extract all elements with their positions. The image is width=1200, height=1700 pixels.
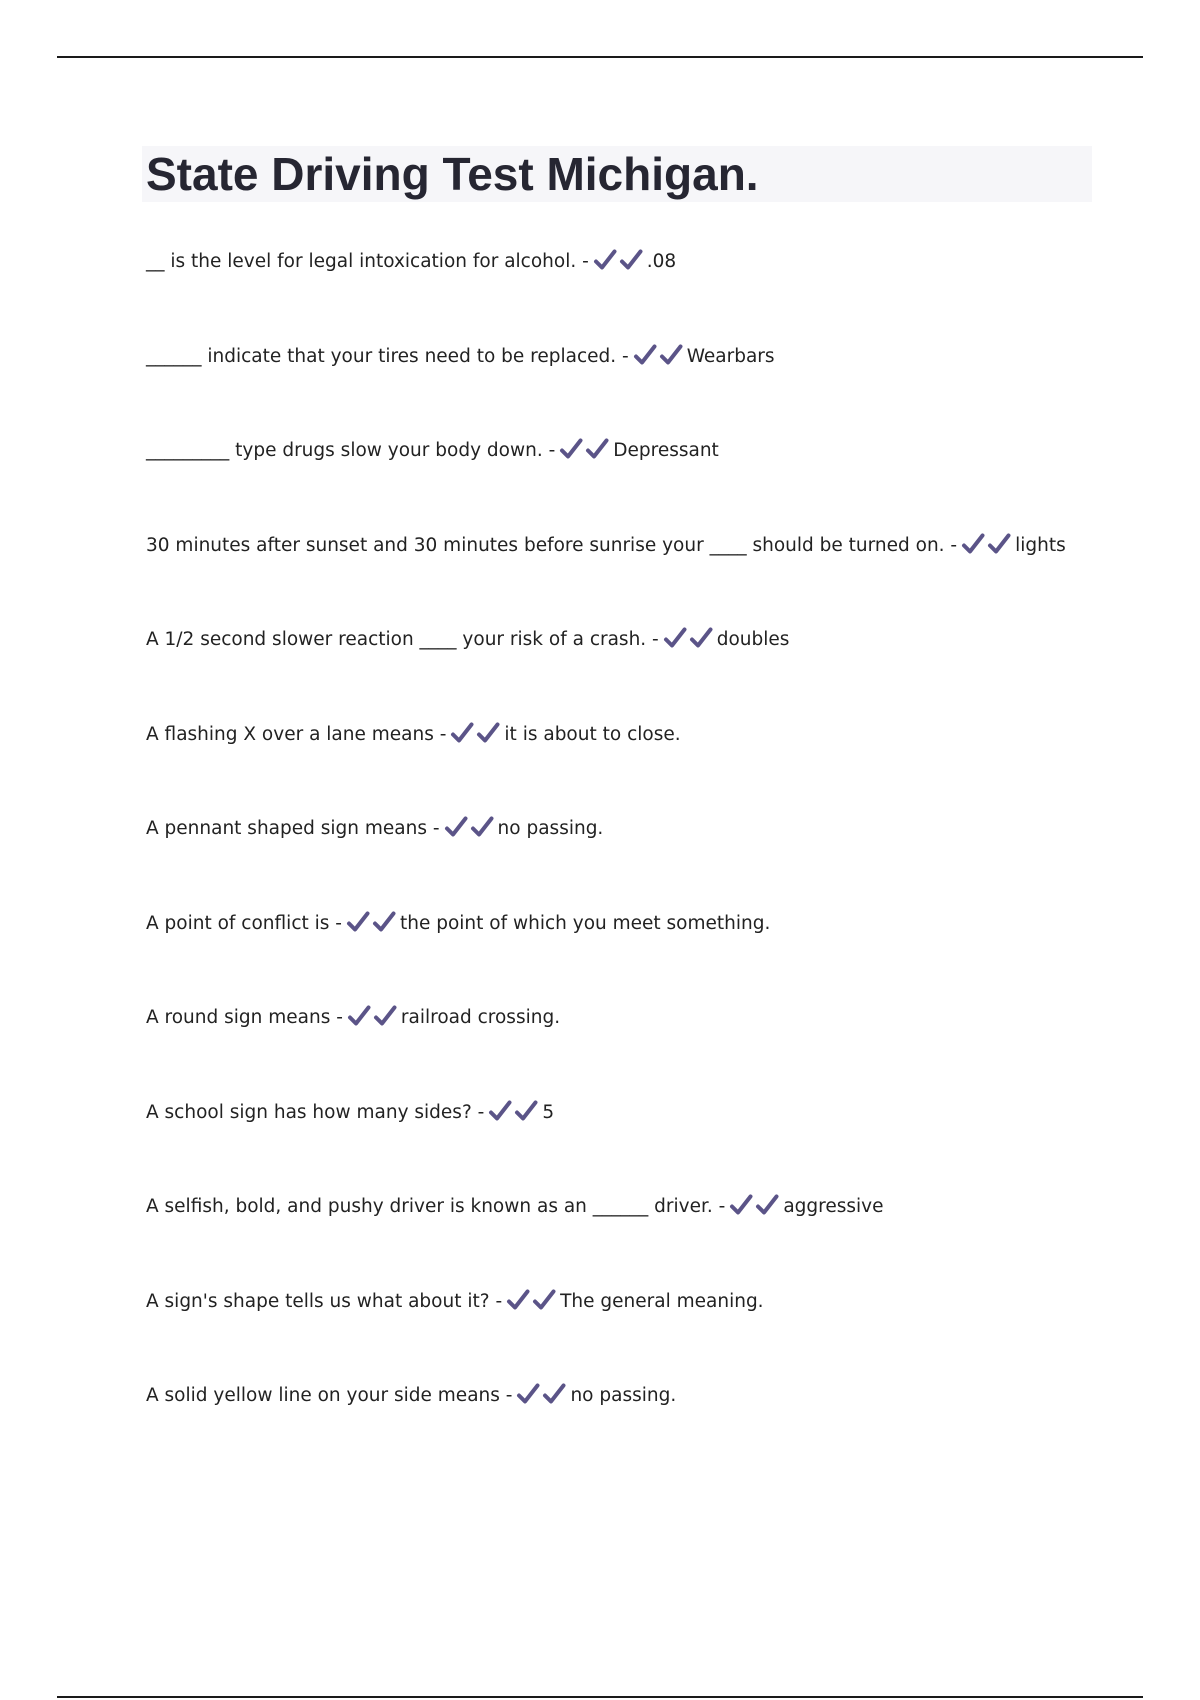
page-title: State Driving Test Michigan. [146, 148, 759, 200]
qa-item [146, 910, 1106, 1005]
answer-marker [558, 435, 610, 463]
question-text: ______ indicate that your tires need to be replaced. - [146, 345, 629, 367]
check-icon [558, 436, 584, 462]
answer-text: railroad crossing. [400, 1007, 561, 1028]
question-text: __ is the level for legal intoxication for alcohol. - [146, 251, 589, 272]
check-icon [728, 1192, 754, 1218]
check-icon [541, 1381, 567, 1407]
check-icon [531, 1287, 557, 1313]
question-text: A sign's shape tells us what about it? - [146, 1290, 503, 1312]
answer-text: no passing. [497, 818, 604, 839]
check-icon [469, 814, 495, 840]
check-icon [754, 1192, 780, 1218]
qa-item [146, 721, 1106, 816]
answer-text: it is about to close. [504, 723, 681, 745]
answer-marker [728, 1191, 780, 1219]
answer-marker [487, 1097, 539, 1125]
check-icon [505, 1287, 531, 1313]
qa-item [146, 437, 1106, 532]
answer-text: Depressant [613, 440, 719, 461]
check-icon [632, 342, 658, 368]
check-icon [658, 342, 684, 368]
check-icon [618, 247, 644, 273]
check-icon [487, 1098, 513, 1124]
answer-text: Wearbars [686, 345, 775, 367]
qa-item [146, 343, 1106, 438]
answer-marker [505, 1286, 557, 1314]
question-text: A pennant shaped sign means - [146, 818, 440, 839]
answer-text: no passing. [570, 1385, 677, 1406]
check-icon [592, 247, 618, 273]
question-text: A 1/2 second slower reaction ____ your risk of a crash. - [146, 629, 659, 650]
answer-text: aggressive [783, 1196, 884, 1217]
qa-item [146, 815, 1106, 910]
question-text: A flashing X over a lane means - [146, 723, 447, 745]
check-icon [688, 625, 714, 651]
qa-item [146, 1382, 1106, 1477]
check-icon [345, 909, 371, 935]
answer-marker [515, 1380, 567, 1408]
answer-marker [345, 908, 397, 936]
answer-text: the point of which you meet something. [399, 912, 771, 934]
check-icon [475, 720, 501, 746]
page-bottom-rule [57, 1696, 1143, 1698]
answer-text: doubles [716, 629, 790, 650]
answer-marker [592, 246, 644, 274]
check-icon [443, 814, 469, 840]
qa-item [146, 1099, 1106, 1194]
question-text: A school sign has how many sides? - [146, 1101, 485, 1123]
check-icon [449, 720, 475, 746]
check-icon [513, 1098, 539, 1124]
question-list [146, 248, 1106, 1477]
question-text: A round sign means - [146, 1007, 343, 1028]
qa-item [146, 1288, 1106, 1383]
check-icon [346, 1003, 372, 1029]
answer-text: .08 [646, 251, 677, 272]
qa-item [146, 1004, 1106, 1099]
answer-text: 5 [542, 1101, 555, 1123]
qa-item [146, 1193, 1106, 1288]
answer-text: lights [1015, 534, 1066, 556]
check-icon [986, 531, 1012, 557]
question-text: A solid yellow line on your side means - [146, 1385, 513, 1406]
question-text: A selfish, bold, and pushy driver is known as an ______ driver. - [146, 1196, 726, 1217]
page-top-rule [57, 56, 1143, 58]
answer-marker [960, 530, 1012, 558]
answer-marker [662, 624, 714, 652]
qa-item [146, 626, 1106, 721]
question-text: _________ type drugs slow your body down. - [146, 440, 556, 461]
question-text: 30 minutes after sunset and 30 minutes before sunrise your ____ should be turned on. - [146, 534, 958, 556]
check-icon [960, 531, 986, 557]
check-icon [662, 625, 688, 651]
check-icon [371, 909, 397, 935]
check-icon [515, 1381, 541, 1407]
qa-item [146, 532, 1106, 627]
answer-text: The general meaning. [560, 1290, 764, 1312]
check-icon [584, 436, 610, 462]
question-text: A point of conflict is - [146, 912, 342, 934]
answer-marker [346, 1002, 398, 1030]
answer-marker [449, 719, 501, 747]
qa-item [146, 248, 1106, 343]
answer-marker [443, 813, 495, 841]
answer-marker [632, 341, 684, 369]
check-icon [372, 1003, 398, 1029]
